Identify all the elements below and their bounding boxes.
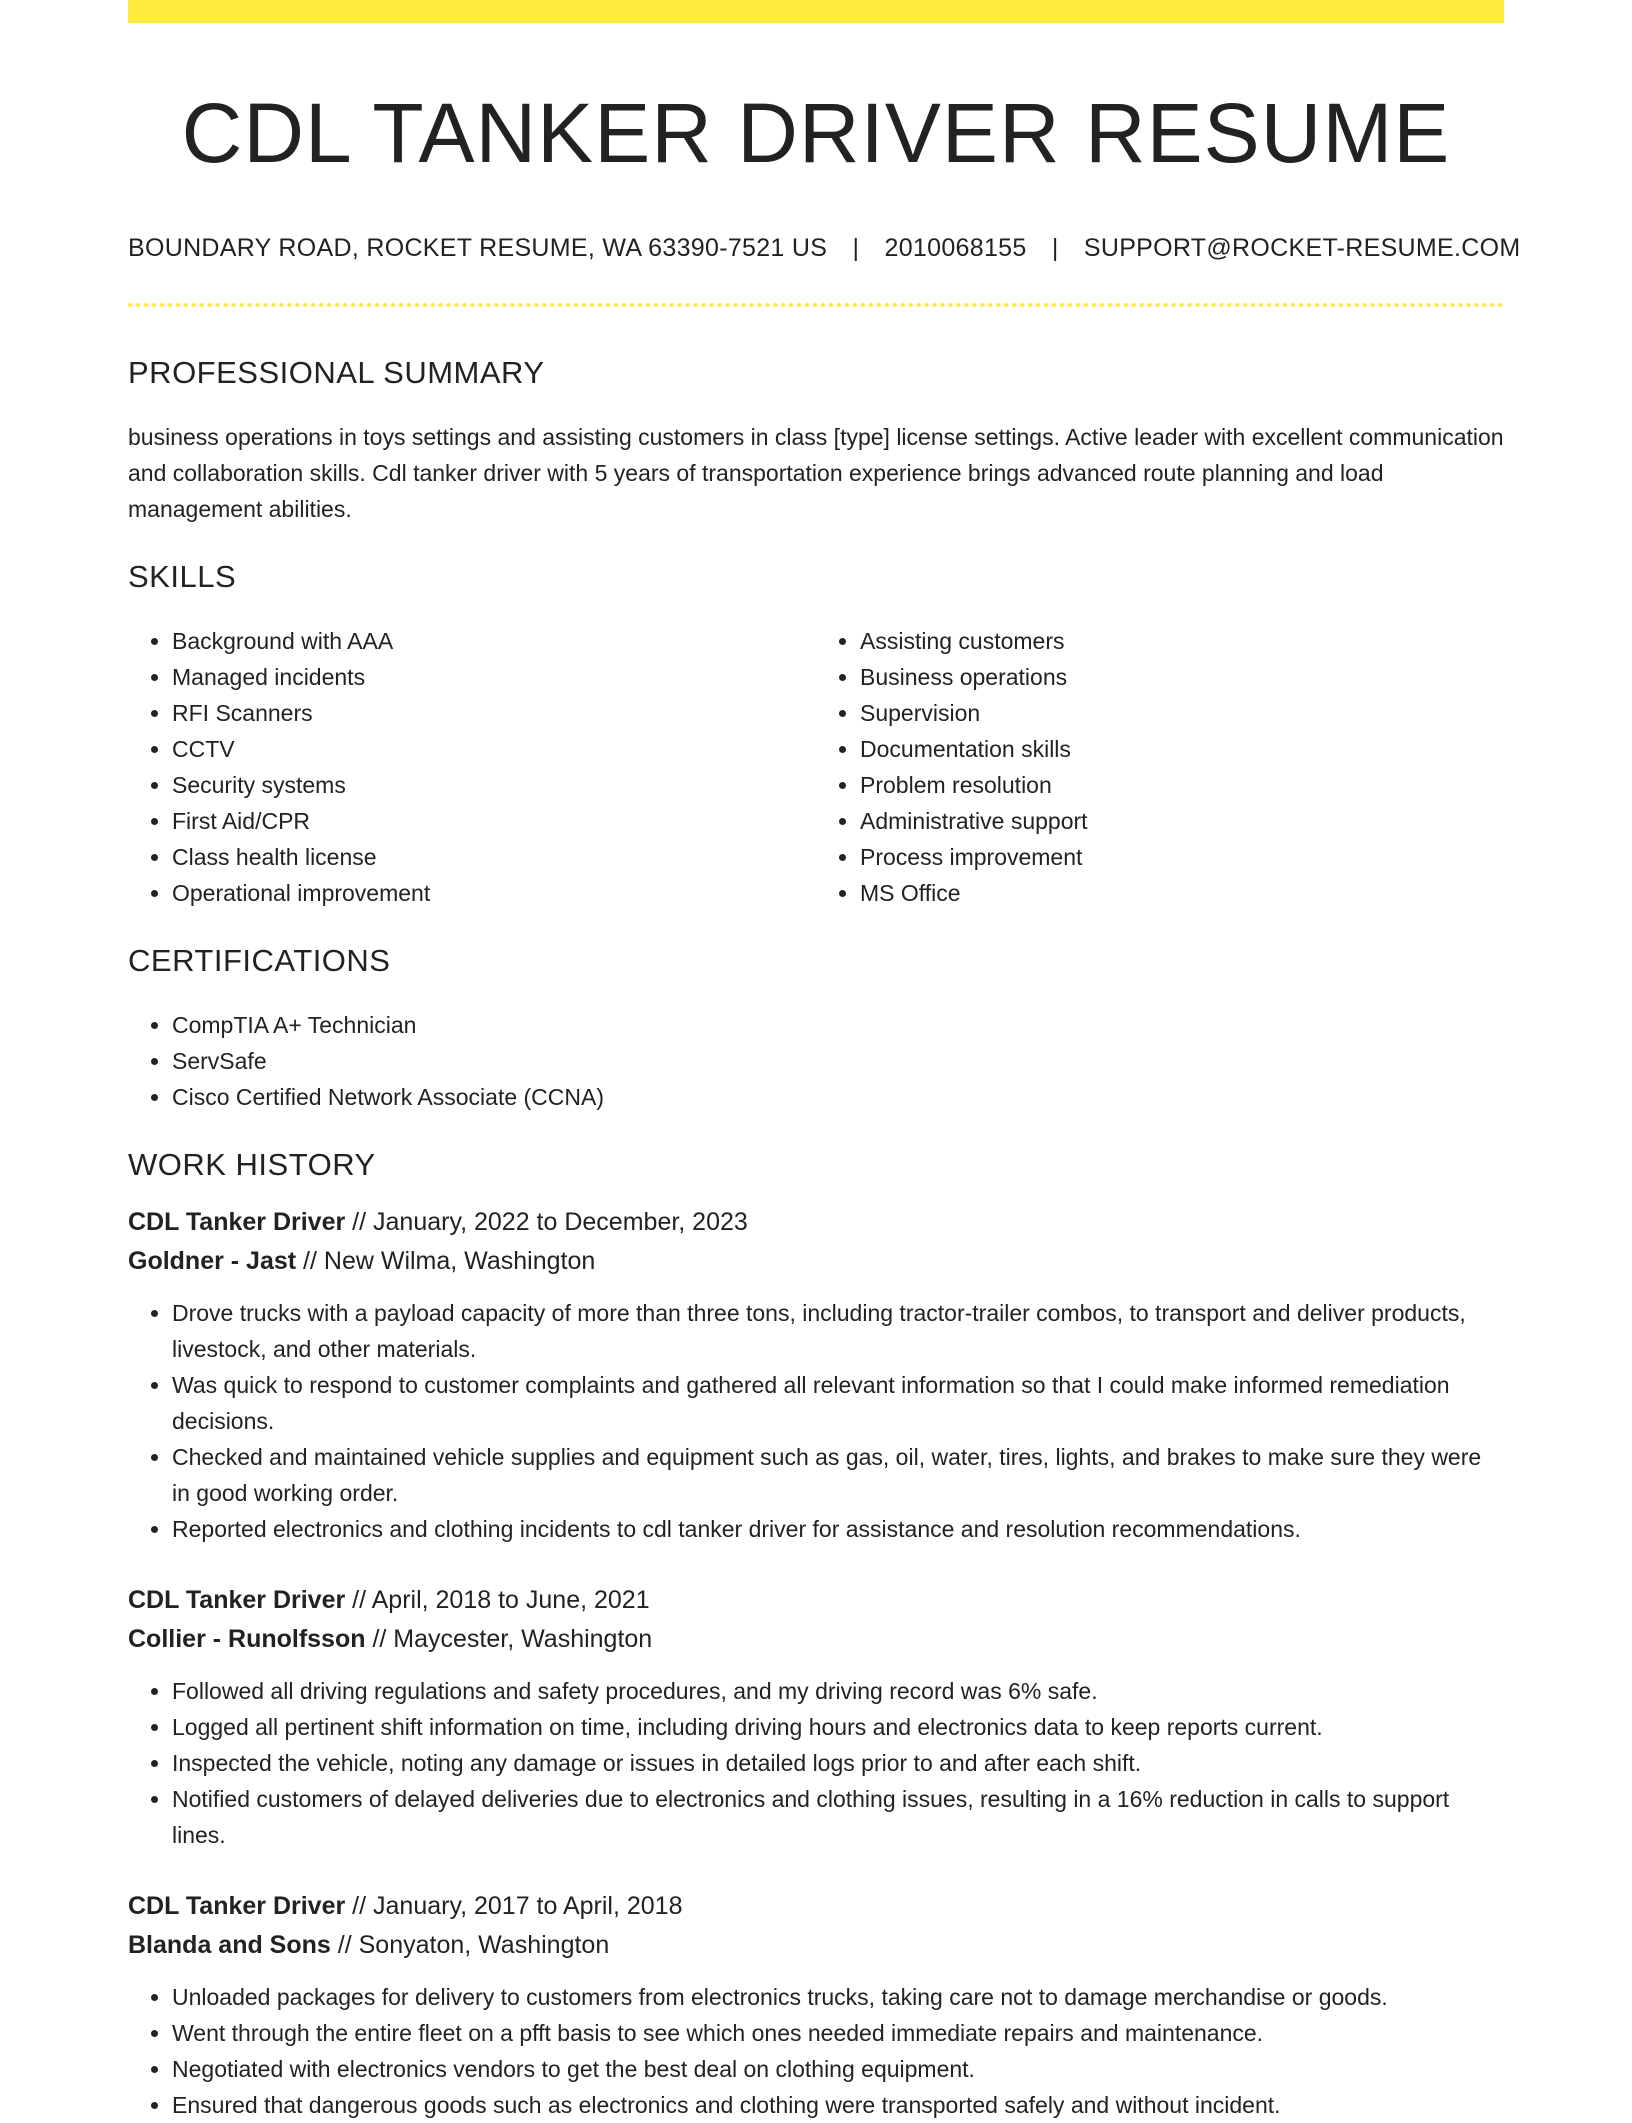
skill-item: • MS Office — [860, 875, 1504, 911]
resume-page — [128, 0, 1521, 2123]
job-title-line — [128, 1581, 1504, 1620]
certifications-section — [128, 943, 1504, 1115]
dotted-divider — [128, 303, 1504, 307]
job-dates: January, 2017 to April, 2018 — [373, 1891, 683, 1920]
job-bullets — [128, 1979, 1504, 2123]
job-divider: // — [345, 1891, 374, 1920]
job-entry — [128, 1887, 1504, 2123]
work-history-section — [128, 1147, 1504, 2123]
job-divider: // — [345, 1207, 374, 1236]
top-accent-bar — [128, 0, 1504, 23]
skills-list-left — [128, 623, 816, 911]
skill-item: • Business operations — [860, 659, 1504, 695]
contact-separator: | — [1051, 233, 1059, 262]
job-bullet: • Was quick to respond to customer complaints and gathered all relevant information so that I could make informed remediation decisions. — [172, 1367, 1504, 1439]
job-company-line — [128, 1926, 1504, 1965]
work-history-heading: WORK HISTORY — [128, 1146, 376, 1182]
contact-address: BOUNDARY ROAD, ROCKET RESUME, WA 63390-7521 US — [128, 233, 828, 262]
job-title: CDL Tanker Driver — [128, 1891, 346, 1920]
skill-item: • Class health license — [172, 839, 816, 875]
job-location: New Wilma, Washington — [323, 1246, 596, 1275]
contact-email: SUPPORT@ROCKET-RESUME.COM — [1083, 233, 1521, 262]
skill-item: • RFI Scanners — [172, 695, 816, 731]
job-company: Collier - Runolfsson — [128, 1624, 366, 1653]
job-location: Maycester, Washington — [393, 1624, 653, 1653]
job-title: CDL Tanker Driver — [128, 1207, 346, 1236]
certification-item: • CompTIA A+ Technician — [172, 1007, 1504, 1043]
job-divider: // — [345, 1585, 372, 1614]
skill-item: • Assisting customers — [860, 623, 1504, 659]
job-location: Sonyaton, Washington — [358, 1930, 610, 1959]
summary-section — [128, 355, 1504, 527]
job-bullet: • Checked and maintained vehicle supplies and equipment such as gas, oil, water, tires, lights, and brakes to make sure they were in good working order. — [172, 1439, 1504, 1511]
job-entry — [128, 1203, 1504, 1547]
skill-item: • Security systems — [172, 767, 816, 803]
skills-heading: SKILLS — [128, 558, 237, 594]
skill-item: • Supervision — [860, 695, 1504, 731]
skill-item: • First Aid/CPR — [172, 803, 816, 839]
certification-item: • Cisco Certified Network Associate (CCNA) — [172, 1079, 1504, 1115]
job-bullet: • Followed all driving regulations and safety procedures, and my driving record was 6% safe. — [172, 1673, 1504, 1709]
job-divider: // — [365, 1624, 394, 1653]
certifications-heading: CERTIFICATIONS — [128, 942, 391, 978]
job-divider: // — [296, 1246, 324, 1275]
job-bullet: • Reported electronics and clothing incidents to cdl tanker driver for assistance and resolution recommendations. — [172, 1511, 1504, 1547]
job-bullets — [128, 1295, 1504, 1547]
contact-separator: | — [852, 233, 860, 262]
job-bullet: • Negotiated with electronics vendors to get the best deal on clothing equipment. — [172, 2051, 1504, 2087]
job-bullet: • Went through the entire fleet on a pfft basis to see which ones needed immediate repairs and maintenance. — [172, 2015, 1504, 2051]
summary-heading: PROFESSIONAL SUMMARY — [128, 354, 545, 390]
skill-item: • CCTV — [172, 731, 816, 767]
contact-phone: 2010068155 — [884, 233, 1027, 262]
job-title-line — [128, 1203, 1504, 1242]
job-bullet: • Unloaded packages for delivery to customers from electronics trucks, taking care not to damage merchandise or goods. — [172, 1979, 1504, 2015]
skill-item: • Background with AAA — [172, 623, 816, 659]
skill-item: • Problem resolution — [860, 767, 1504, 803]
job-divider: // — [330, 1930, 359, 1959]
job-title: CDL Tanker Driver — [128, 1585, 346, 1614]
job-company-line — [128, 1620, 1504, 1659]
skills-section — [128, 559, 1504, 911]
job-title-line — [128, 1887, 1504, 1926]
job-entry — [128, 1581, 1504, 1853]
skill-item: • Managed incidents — [172, 659, 816, 695]
job-company: Goldner - Jast — [128, 1246, 297, 1275]
skills-list-right — [816, 623, 1504, 911]
job-company: Blanda and Sons — [128, 1930, 331, 1959]
summary-text: business operations in toys settings and assisting customers in class [type] license settings. Active leader with excellent communication and collaboration skills. Cdl tanker driver with 5 years of transportation experience brings advanced route planning and load management abilities. — [128, 423, 1504, 522]
job-bullet: • Notified customers of delayed deliveries due to electronics and clothing issues, resulting in a 16% reduction in calls to support lines. — [172, 1781, 1504, 1853]
certifications-list — [128, 1007, 1504, 1115]
skill-item: • Documentation skills — [860, 731, 1504, 767]
skill-item: • Administrative support — [860, 803, 1504, 839]
job-bullet: • Inspected the vehicle, noting any damage or issues in detailed logs prior to and after each shift. — [172, 1745, 1504, 1781]
job-dates: January, 2022 to December, 2023 — [373, 1207, 748, 1236]
job-bullet: • Ensured that dangerous goods such as electronics and clothing were transported safely and without incident. — [172, 2087, 1504, 2123]
job-dates: April, 2018 to June, 2021 — [371, 1585, 650, 1614]
skill-item: • Process improvement — [860, 839, 1504, 875]
skill-item: • Operational improvement — [172, 875, 816, 911]
certification-item: • ServSafe — [172, 1043, 1504, 1079]
contact-line — [128, 233, 1521, 263]
job-bullet: • Logged all pertinent shift information on time, including driving hours and electronics data to keep reports current. — [172, 1709, 1504, 1745]
job-company-line — [128, 1242, 1504, 1281]
job-bullets — [128, 1673, 1504, 1853]
job-bullet: • Drove trucks with a payload capacity of more than three tons, including tractor-trailer combos, to transport and deliver products, livestock, and other materials. — [172, 1295, 1504, 1367]
page-title: CDL TANKER DRIVER RESUME — [181, 86, 1451, 180]
skills-columns — [128, 623, 1504, 911]
